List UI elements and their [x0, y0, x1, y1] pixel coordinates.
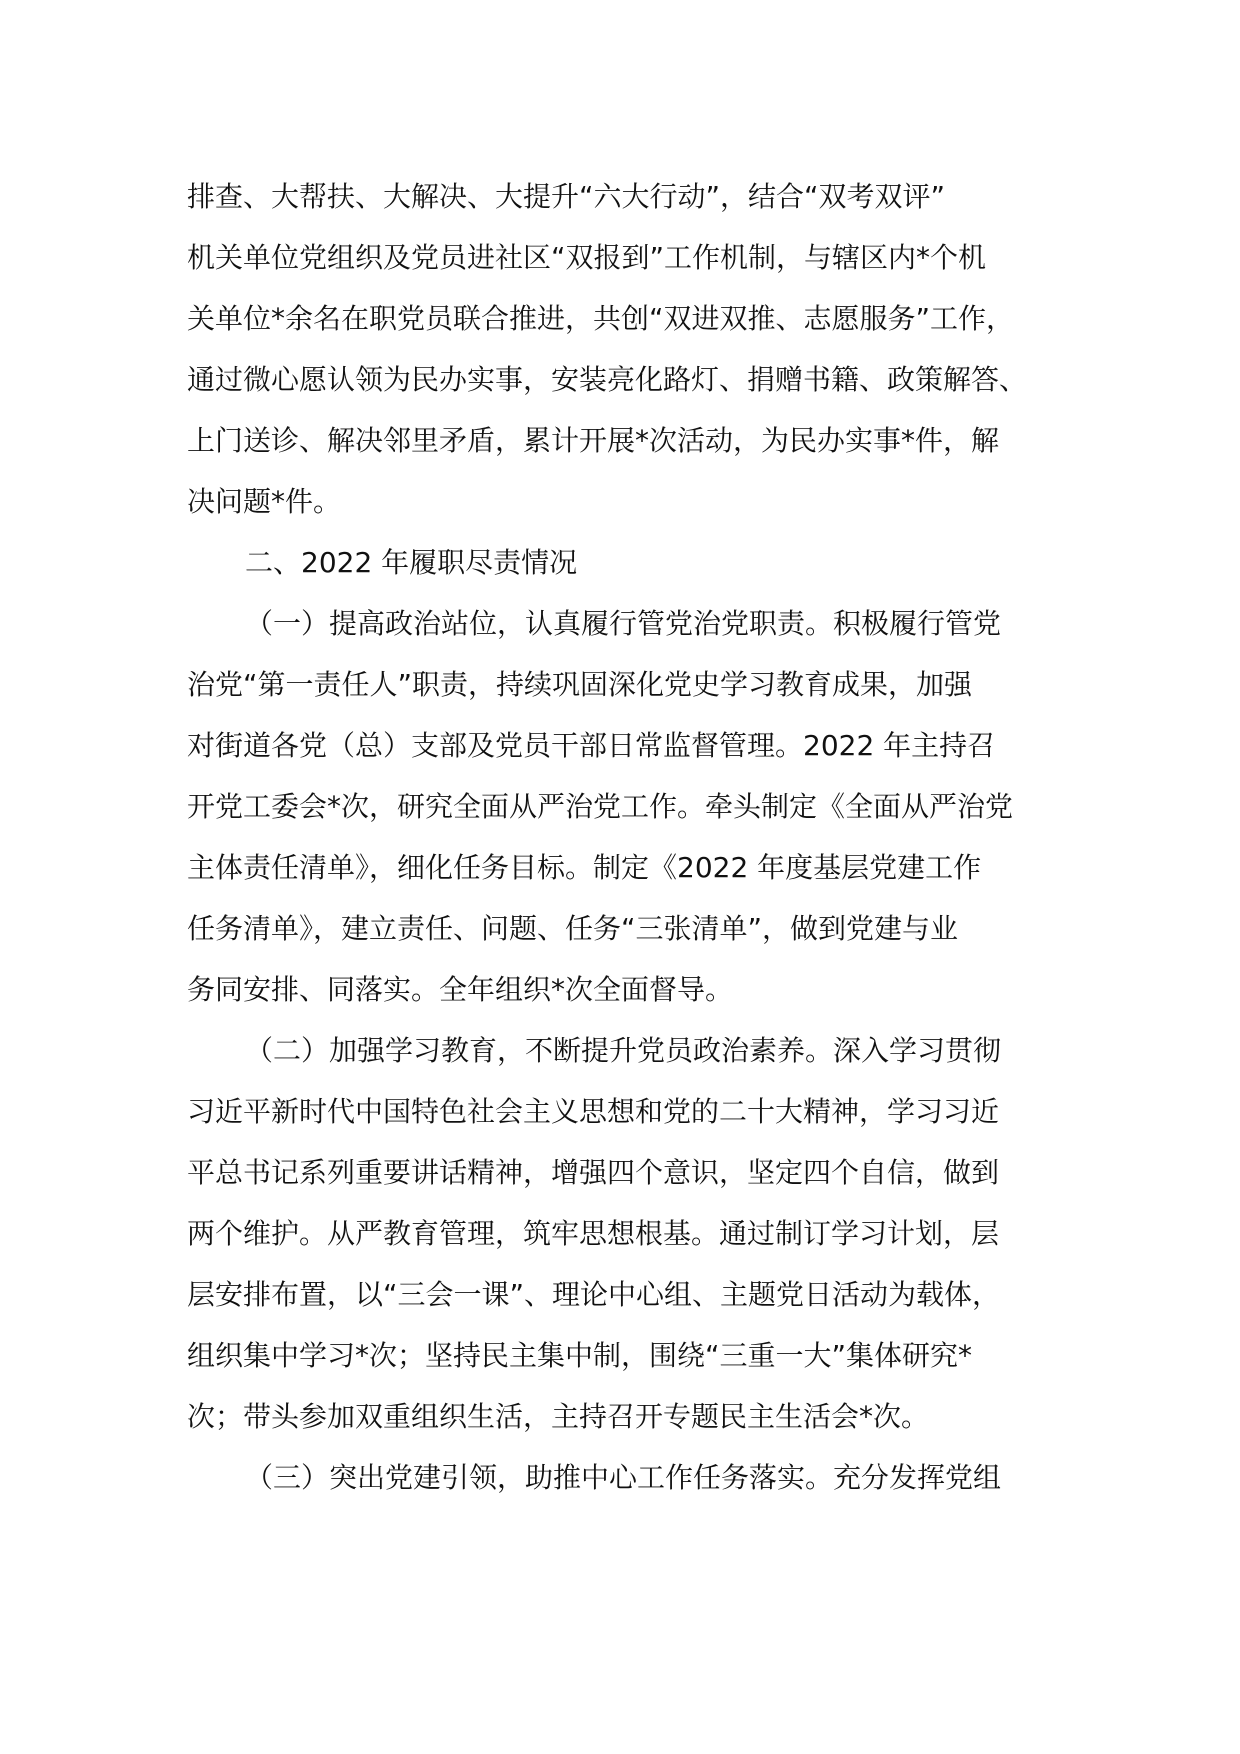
text-line: 主体责任清单》，细化任务目标。制定《2022 年度基层党建工作 [187, 851, 982, 884]
paragraph-start-line: （三）突出党建引领，助推中心工作任务落实。充分发挥党组 [245, 1461, 1002, 1494]
text-line: 排查、大帮扶、大解决、大提升“六大行动”，结合“双考双评” [187, 180, 946, 213]
text-line: 机关单位党组织及党员进社区“双报到”工作机制，与辖区内*个机 [187, 241, 987, 274]
text-line: 开党工委会*次，研究全面从严治党工作。牵头制定《全面从严治党 [187, 790, 1014, 823]
text-line: 平总书记系列重要讲话精神，增强四个意识，坚定四个自信，做到 [187, 1156, 1000, 1189]
text-line: 层安排布置，以“三会一课”、理论中心组、主题党日活动为载体， [187, 1278, 1001, 1311]
paragraph-start-line: （一）提高政治站位，认真履行管党治党职责。积极履行管党 [245, 607, 1002, 640]
text-line: 次；带头参加双重组织生活，主持召开专题民主生活会*次。 [187, 1400, 930, 1433]
text-line: 组织集中学习*次；坚持民主集中制，围绕“三重一大”集体研究* [187, 1339, 973, 1372]
text-line: 决问题*件。 [187, 485, 342, 518]
section-heading: 二、2022 年履职尽责情况 [245, 546, 578, 579]
text-line: 关单位*余名在职党员联合推进，共创“双进双推、志愿服务”工作， [187, 302, 1015, 335]
text-line: 对街道各党（总）支部及党员干部日常监督管理。2022 年主持召 [187, 729, 996, 762]
text-line: 上门送诊、解决邻里矛盾，累计开展*次活动，为民办实事*件，解 [187, 424, 1000, 457]
text-line: 通过微心愿认领为民办实事，安装亮化路灯、捐赠书籍、政策解答、 [187, 363, 1028, 396]
text-line: 习近平新时代中国特色社会主义思想和党的二十大精神，学习习近 [187, 1095, 1000, 1128]
text-line: 两个维护。从严教育管理，筑牢思想根基。通过制订学习计划，层 [187, 1217, 1000, 1250]
text-line: 治党“第一责任人”职责，持续巩固深化党史学习教育成果，加强 [187, 668, 973, 701]
paragraph-start-line: （二）加强学习教育，不断提升党员政治素养。深入学习贯彻 [245, 1034, 1002, 1067]
text-line: 务同安排、同落实。全年组织*次全面督导。 [187, 973, 734, 1006]
text-line: 任务清单》，建立责任、问题、任务“三张清单”，做到党建与业 [187, 912, 959, 945]
